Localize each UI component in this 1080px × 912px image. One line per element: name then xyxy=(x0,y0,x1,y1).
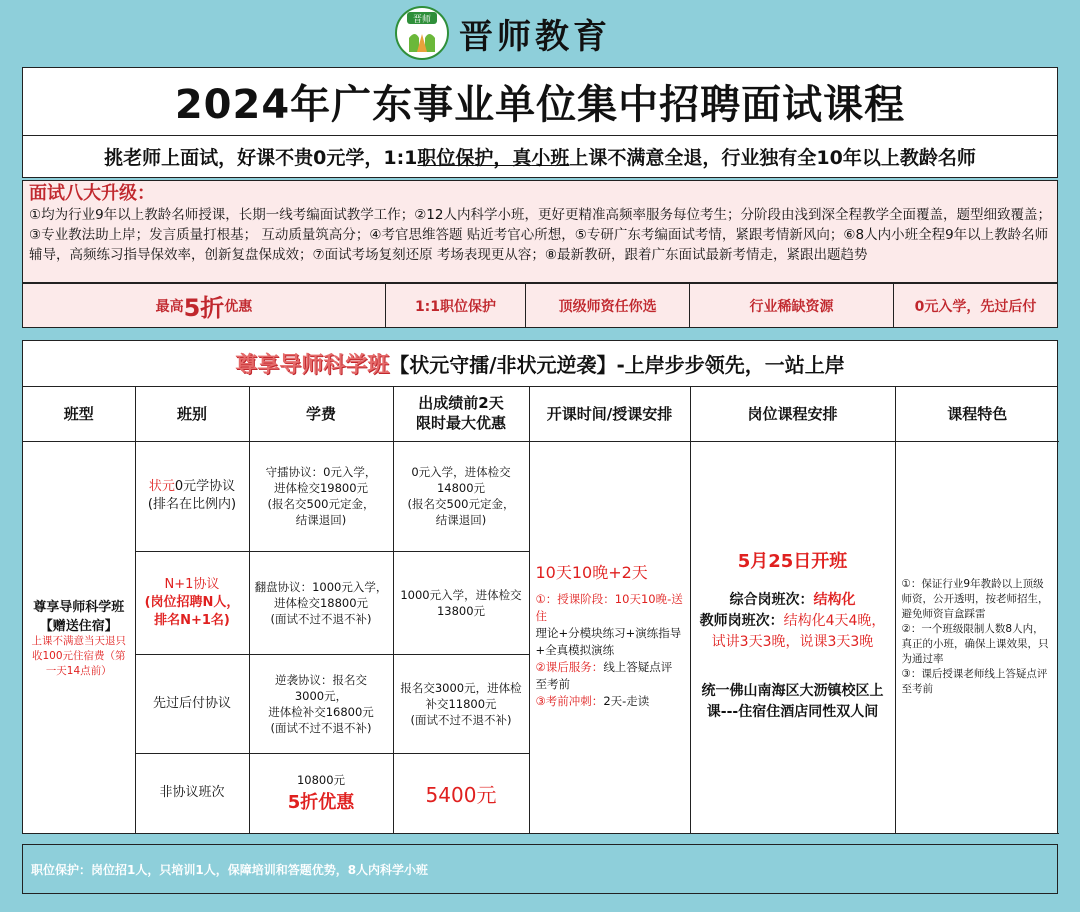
offer-cell: 报名交3000元，进体检 补交11800元 (面试不过不退不补) xyxy=(393,654,529,753)
subtitle-box xyxy=(22,136,1058,178)
feature-item: ③：课后授课老师线上答疑点评至考前 xyxy=(901,668,1048,695)
schedule-stage3-text: 2天-走读 xyxy=(603,694,650,708)
brand-logo-icon xyxy=(395,6,449,60)
schedule-stage1-label: ①：授课阶段：10天10晚-送住 xyxy=(535,592,683,623)
class-type-gift: 【赠送住宿】 xyxy=(39,618,118,634)
schedule-stage1-text: 理论+分模块练习+演练指导+全真模拟演练 xyxy=(535,626,682,657)
offer-discount-suffix: 优惠 xyxy=(224,298,253,315)
offer-cell: 5400元 xyxy=(393,753,529,833)
subtitle-part4: 上课不满意全退，行业独有全10年以上教龄名师 xyxy=(569,147,976,169)
header-class-level: 班别 xyxy=(135,386,249,441)
page-title: 2024年广东事业单位集中招聘面试课程 xyxy=(174,82,906,128)
offer-zero-entry: 0元入学，先过后付 xyxy=(893,284,1057,327)
header-offer: 出成绩前2天 限时最大优惠 xyxy=(393,386,529,441)
offer-cell: 1000元入学，进体检交 13800元 xyxy=(393,551,529,654)
offer-discount-big: 5折 xyxy=(183,294,225,322)
course-banner xyxy=(23,341,1057,387)
table-header-row xyxy=(23,386,1059,441)
schedule-headline: 10天10晚+2天 xyxy=(535,563,648,582)
offer-top-teachers: 顶级师资任你选 xyxy=(525,284,689,327)
svg-text:晋师: 晋师 xyxy=(412,15,432,25)
upgrade-body: ①均为行业9年以上教龄名师授课，长期一线考编面试教学工作；②12人内科学小班，更好更精准高频率服务每位考生；分阶段由浅到深全程教学全面覆盖，题型细致覆盖；③专业教法助上岸；发言质量打根基； 互动质量筑高分；④考官思维答题 贴近考官心所想，⑤专研广东考编面试考情，紧跟考情新风向；⑥8人内小班全程9年以上教龄名师辅导，高频练习指导保效率，创新复盘保成效；⑦面试考场复刻还原 考场表现更从容；⑧最新教研，跟着广东面试最新考情走，紧跟出题趋势 xyxy=(29,207,1051,263)
header-schedule: 开课时间/授课安排 xyxy=(529,386,690,441)
class-level-main: N+1协议 xyxy=(164,576,220,592)
title-box xyxy=(22,67,1058,136)
fee-discount: 5折优惠 xyxy=(287,792,355,814)
schedule-cell xyxy=(529,441,690,833)
class-level-cell: 先过后付协议 xyxy=(135,654,249,753)
class-type-name: 尊享导师科学班 xyxy=(33,599,125,615)
offer-cell: 0元入学，进体检交 14800元 (报名交500元定金， 结课退回) xyxy=(393,441,529,551)
fee-original: 10800元 xyxy=(296,773,346,788)
posts-general-label: 综合岗班次： xyxy=(729,592,814,608)
fee-cell: 守擂协议：0元入学， 进体检交19800元 (报名交500元定金， 结课退回) xyxy=(249,441,393,551)
table-row xyxy=(23,441,1059,551)
course-table xyxy=(23,386,1059,834)
class-level-text: 0元学协议 (排名在比例内) xyxy=(147,479,237,512)
subtitle-part1: 挑老师上面试，好课不贵0元学，1:1 xyxy=(104,147,418,169)
subtitle-part3: 小班 xyxy=(531,147,570,169)
offer-discount xyxy=(23,284,385,327)
banner-highlight: 尊享导师科学班 xyxy=(235,353,390,378)
footer-note: 职位保护：岗位招1人，只培训1人，保障培训和答题优势，8人内科学小班 xyxy=(22,844,1058,894)
class-type-note: 上课不满意当天退只收100元住宿费（第一天14点前） xyxy=(31,634,126,677)
features-cell xyxy=(895,441,1059,833)
feature-item: ②：一个班级限制人数8人内，真正的小班，确保上课效果，只为通过率 xyxy=(901,623,1049,665)
fee-cell: 翻盘协议：1000元入学， 进体检交18800元 (面试不过不退不补) xyxy=(249,551,393,654)
header-posts: 岗位课程安排 xyxy=(690,386,895,441)
upgrade-title: 面试八大升级： xyxy=(29,183,155,204)
brand-logo xyxy=(395,6,685,60)
posts-location: 统一佛山南海区大沥镇校区上课---住宿住酒店同性双人间 xyxy=(701,683,884,720)
offer-rare-resources: 行业稀缺资源 xyxy=(689,284,893,327)
header-fee: 学费 xyxy=(249,386,393,441)
banner-rest: 【状元守擂/非状元逆袭】-上岸步步领先，一站上岸 xyxy=(389,353,845,377)
brand-name: 晋师教育 xyxy=(459,16,611,57)
offer-discount-prefix: 最高 xyxy=(155,298,184,315)
header-features: 课程特色 xyxy=(895,386,1059,441)
fee-cell xyxy=(249,753,393,833)
posts-cell xyxy=(690,441,895,833)
offers-bar xyxy=(22,283,1058,328)
class-level-highlight: 状元 xyxy=(148,479,175,494)
header-class-type: 班型 xyxy=(23,386,135,441)
posts-teacher-value: 结构化4天4晚， 试讲3天3晚，说课3天3晚 xyxy=(711,613,886,650)
posts-teacher-label: 教师岗班次： xyxy=(699,613,784,629)
subtitle xyxy=(104,143,976,170)
offer-position-protection: 1:1职位保护 xyxy=(385,284,525,327)
class-type-cell xyxy=(23,441,135,833)
class-level-cell xyxy=(135,441,249,551)
fee-cell: 逆袭协议：报名交 3000元， 进体检补交16800元 (面试不过不退不补) xyxy=(249,654,393,753)
feature-item: ①：保证行业9年教龄以上顶级师资，公开透明，按老师招生，避免师资盲盒踩雷 xyxy=(901,578,1049,620)
course-table-panel xyxy=(22,340,1058,834)
class-level-cell xyxy=(135,551,249,654)
posts-open-date: 5月25日开班 xyxy=(737,551,848,572)
subtitle-part2: 职位保护，真 xyxy=(417,147,532,169)
schedule-stage3-label: ③考前冲刺： xyxy=(535,694,604,708)
class-level-cell: 非协议班次 xyxy=(135,753,249,833)
posts-general-value: 结构化 xyxy=(813,592,856,608)
schedule-stage2-label: ②课后服务： xyxy=(535,660,604,674)
upgrade-panel xyxy=(22,180,1058,283)
class-level-sub: (岗位招聘N人， 排名N+1名) xyxy=(144,594,240,628)
schedule-stage2-text: 线上答疑点评至考前 xyxy=(535,660,673,691)
